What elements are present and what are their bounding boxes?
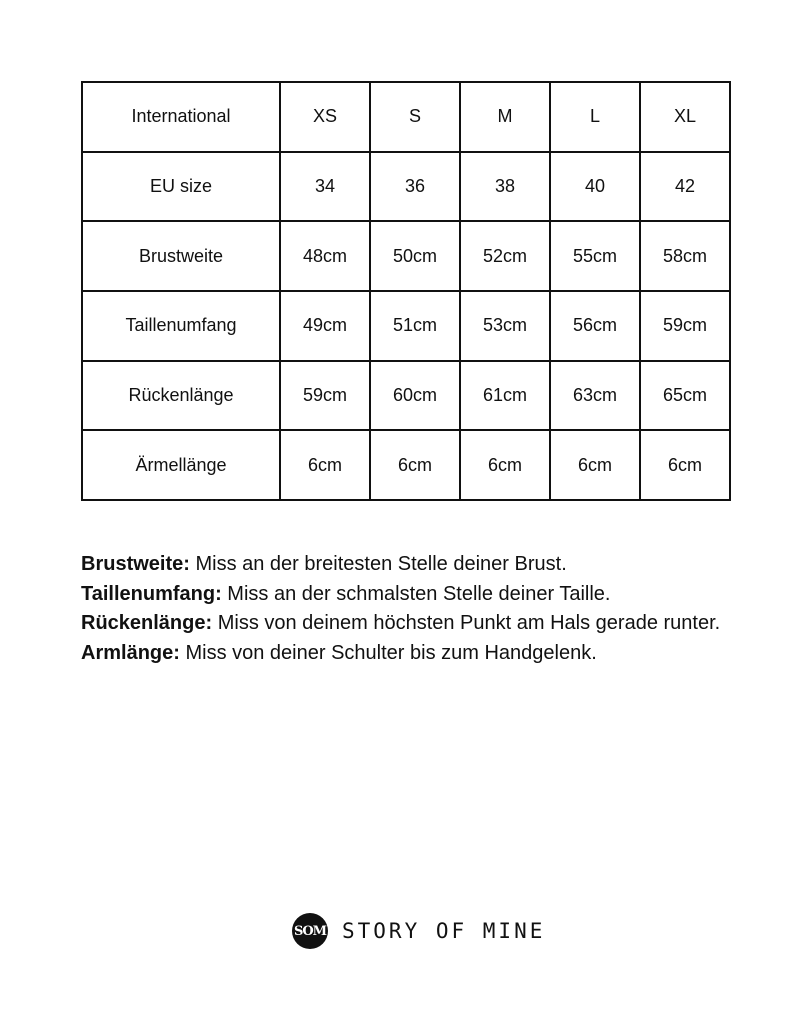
table-cell: 48cm: [280, 221, 370, 291]
brand-name: STORY OF MINE: [342, 919, 546, 943]
row-label: International: [82, 82, 280, 152]
note-term: Rückenlänge:: [81, 612, 213, 634]
brand-logo-text: SOM: [293, 923, 327, 939]
table-cell: 58cm: [640, 221, 730, 291]
table-row-aermellaenge: [82, 430, 730, 500]
table-cell: 65cm: [640, 361, 730, 431]
note-term: Brustweite:: [81, 553, 190, 575]
table-cell: M: [460, 82, 550, 152]
table-cell: 63cm: [550, 361, 640, 431]
table-cell: 6cm: [280, 430, 370, 500]
table-cell: XS: [280, 82, 370, 152]
table-row-rueckenlaenge: [82, 361, 730, 431]
table-cell: 6cm: [370, 430, 460, 500]
note-text: Miss von deinem höchsten Punkt am Hals gerade runter.: [212, 612, 721, 634]
note-text: Miss von deiner Schulter bis zum Handgelenk.: [179, 641, 597, 664]
table-row-brustweite: [82, 221, 730, 291]
table-cell: 40: [550, 152, 640, 222]
table-cell: S: [370, 82, 460, 152]
brand-footer: [292, 913, 545, 949]
note-rueckenlaenge: [81, 609, 729, 639]
table-cell: 6cm: [460, 430, 550, 500]
table-cell: 42: [640, 152, 730, 222]
table-cell: 6cm: [640, 430, 730, 500]
table-row-taillenumfang: [82, 291, 730, 361]
table-cell: XL: [640, 82, 730, 152]
note-text: Miss an der schmalsten Stelle deiner Taille.: [221, 582, 611, 605]
note-armlaenge: [81, 639, 729, 669]
row-label: EU size: [82, 152, 280, 222]
size-table: [81, 81, 731, 501]
table-cell: L: [550, 82, 640, 152]
table-row-eu-size: [82, 152, 730, 222]
row-label: Taillenumfang: [82, 291, 280, 361]
table-cell: 56cm: [550, 291, 640, 361]
table-cell: 51cm: [370, 291, 460, 361]
note-brustweite: [81, 550, 729, 580]
table-cell: 36: [370, 152, 460, 222]
table-cell: 52cm: [460, 221, 550, 291]
note-term: Taillenumfang:: [81, 582, 222, 605]
note-term: Armlänge:: [81, 641, 180, 664]
table-cell: 61cm: [460, 361, 550, 431]
note-taillenumfang: [81, 580, 729, 610]
table-cell: 55cm: [550, 221, 640, 291]
table-cell: 59cm: [280, 361, 370, 431]
brand-logo-icon: [292, 913, 328, 949]
row-label: Rückenlänge: [82, 361, 280, 431]
table-cell: 53cm: [460, 291, 550, 361]
table-cell: 60cm: [370, 361, 460, 431]
row-label: Brustweite: [82, 221, 280, 291]
table-cell: 6cm: [550, 430, 640, 500]
note-text: Miss an der breitesten Stelle deiner Brust.: [189, 553, 567, 575]
table-cell: 38: [460, 152, 550, 222]
table-cell: 50cm: [370, 221, 460, 291]
measurement-notes: [81, 550, 729, 668]
table-cell: 59cm: [640, 291, 730, 361]
table-cell: 49cm: [280, 291, 370, 361]
table-cell: 34: [280, 152, 370, 222]
table-row-international: [82, 82, 730, 152]
row-label: Ärmellänge: [82, 430, 280, 500]
